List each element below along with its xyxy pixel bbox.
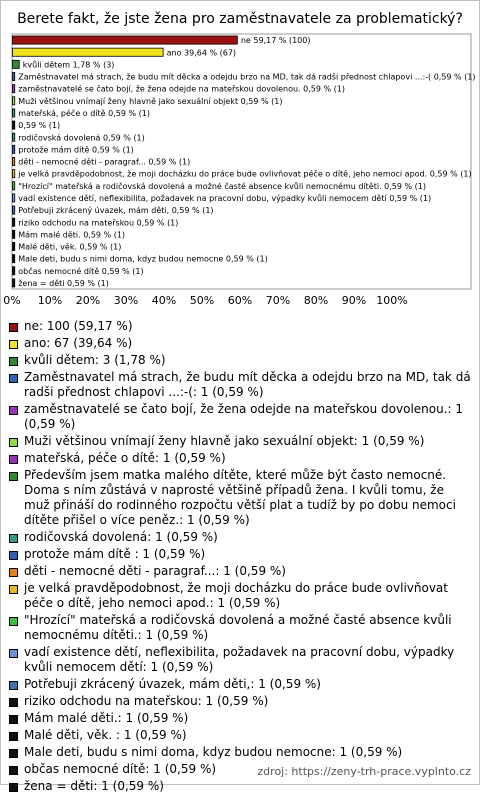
legend-item xyxy=(9,581,471,611)
legend-item xyxy=(9,451,471,466)
legend-swatch xyxy=(9,551,18,560)
legend-swatch xyxy=(9,783,18,792)
legend-label: ne: 100 (59,17 %) xyxy=(24,319,133,333)
legend-item xyxy=(9,694,471,709)
bar-label: Mám malé děti. 0,59 % (1) xyxy=(18,230,126,240)
bar-label: ano 39,64 % (67) xyxy=(166,48,237,58)
bar-label: Malé děti, věk. 0,59 % (1) xyxy=(18,242,122,252)
bar xyxy=(13,255,15,263)
legend-swatch xyxy=(9,585,18,594)
legend-swatch xyxy=(9,323,18,332)
bar-label: rodičovská dovolená 0,59 % (1) xyxy=(18,133,145,143)
bar-label: je velká pravděpodobnost, že moji docházku do práce bude ovlivňovat péče o dítě, jeho nemoci apod. 0,59 % (1) xyxy=(18,169,472,179)
legend-label: je velká pravděpodobnost, že moji docházku do práce bude ovlivňovat péče o dítě, jeho nemoci apod.: 1 (0,59 %) xyxy=(24,581,448,610)
bar-label: "Hrozící" mateřská a rodičovská dovolená a možné časté absence kvůli nemocnému dítěti. 0,59 % (1) xyxy=(18,181,426,191)
bar-label: protože mám dítě 0,59 % (1) xyxy=(18,145,134,155)
legend-item xyxy=(9,353,471,368)
bar xyxy=(13,60,20,68)
legend-item xyxy=(9,613,471,643)
legend-label: Především jsem matka malého dítěte, které může být často nemocné. Doma s ním zůstává v naprosté většině případů žena. I kvůli tomu, že muž přináší do rodinného rozpočtu větší plat a tudíž by po dobu nemoci dítěte přišel o více peněz.: 1 (0,59 %) xyxy=(24,468,456,527)
legend-swatch xyxy=(9,455,18,464)
legend-item xyxy=(9,530,471,545)
legend-swatch xyxy=(9,340,18,349)
legend-swatch xyxy=(9,649,18,658)
legend-item xyxy=(9,319,471,334)
bar-label: děti - nemocné děti - paragraf... 0,59 % (1) xyxy=(18,157,191,167)
x-tick-label: 30% xyxy=(113,294,139,307)
legend-swatch xyxy=(9,534,18,543)
bar-label: občas nemocné dítě 0,59 % (1) xyxy=(18,266,144,276)
bar xyxy=(13,170,15,178)
legend-label: rodičovská dovolená: 1 (0,59 %) xyxy=(24,530,218,544)
bar xyxy=(13,157,15,165)
x-tick-label: 80% xyxy=(303,294,329,307)
bar-label: vadí existence dětí, neflexibilita, požadavek na pracovní dobu, výpadky kvůli nemocem dětí 0,59 % (1) xyxy=(18,194,432,203)
bar-label: zaměstnavatelé se čato bojí, že žena odejde na mateřskou dovolenou. 0,59 % (1) xyxy=(18,84,345,94)
bar xyxy=(13,145,15,153)
legend-item xyxy=(9,745,471,760)
bar xyxy=(13,121,15,129)
legend-item xyxy=(9,336,471,351)
legend-item xyxy=(9,779,471,794)
source-credit: zdroj: https://zeny-trh-prace.vyplnto.cz xyxy=(257,765,471,778)
x-tick-label: 60% xyxy=(227,294,253,307)
legend-swatch xyxy=(9,681,18,690)
bar-label: mateřská, péče o dítě 0,59 % (1) xyxy=(18,109,150,118)
legend-item xyxy=(9,434,471,449)
legend-item xyxy=(9,370,471,400)
legend-item xyxy=(9,677,471,692)
legend-label: Potřebuji zkrácený úvazek, mám děti,: 1 (0,59 %) xyxy=(24,677,321,691)
bar-label: kvůli dětem 1,78 % (3) xyxy=(22,60,115,70)
legend-label: Mám malé děti.: 1 (0,59 %) xyxy=(24,711,189,725)
legend-label: Zaměstnavatel má strach, že budu mít děcka a odejdu brzo na MD, tak dá radši přednost chlapovi ...:-(: 1 (0,59 %) xyxy=(24,370,471,399)
bar-label: ne 59,17 % (100) xyxy=(240,36,311,46)
bar-label: Muži většinou vnímají ženy hlavně jako sexuální objekt 0,59 % (1) xyxy=(18,96,283,106)
legend-item xyxy=(9,711,471,726)
legend-item xyxy=(9,645,471,675)
bar xyxy=(13,218,15,226)
legend-label: zaměstnavatelé se čato bojí, že žena odejde na mateřskou dovolenou.: 1 (0,59 %) xyxy=(24,402,464,431)
legend-label: kvůli dětem: 3 (1,78 %) xyxy=(24,353,166,367)
x-tick-label: 50% xyxy=(189,294,215,307)
x-tick-label: 20% xyxy=(75,294,101,307)
bar-chart xyxy=(1,1,479,313)
legend-label: děti - nemocné děti - paragraf...: 1 (0,59 %) xyxy=(24,564,286,578)
bar xyxy=(13,267,15,275)
legend-swatch xyxy=(9,472,18,481)
bar xyxy=(13,182,15,190)
legend-item xyxy=(9,728,471,743)
bar-label: Zaměstnavatel má strach, že budu mít děcka a odejdu brzo na MD, tak dá radši přednost chlapovi ...:-( 0,59 % (1) xyxy=(18,72,476,82)
legend-label: žena = děti: 1 (0,59 %) xyxy=(24,779,164,793)
legend-swatch xyxy=(9,698,18,707)
bar xyxy=(13,36,238,44)
bar xyxy=(13,72,15,80)
bar xyxy=(13,279,15,287)
bar-label: Potřebuji zkrácený úvazek, mám děti, 0,59 % (1) xyxy=(18,206,214,216)
legend-swatch xyxy=(9,406,18,415)
x-tick-label: 90% xyxy=(341,294,367,307)
legend-label: občas nemocné dítě: 1 (0,59 %) xyxy=(24,762,217,776)
bar xyxy=(13,230,15,238)
legend-swatch xyxy=(9,357,18,366)
bar-label: Male deti, budu s nimi doma, kdyz budou nemocne 0,59 % (1) xyxy=(18,254,268,264)
bar-label: riziko odchodu na mateřskou 0,59 % (1) xyxy=(18,218,179,228)
x-tick-label: 10% xyxy=(37,294,63,307)
bar-label: žena = děti 0,59 % (1) xyxy=(18,279,109,288)
legend-item xyxy=(9,547,471,562)
legend-swatch xyxy=(9,766,18,775)
bar xyxy=(13,194,15,202)
chart-legend xyxy=(9,319,471,796)
legend-label: protože mám dítě : 1 (0,59 %) xyxy=(24,547,206,561)
legend-item xyxy=(9,564,471,579)
legend-label: mateřská, péče o dítě: 1 (0,59 %) xyxy=(24,451,226,465)
bar xyxy=(13,97,15,105)
legend-label: riziko odchodu na mateřskou: 1 (0,59 %) xyxy=(24,694,269,708)
legend-swatch xyxy=(9,374,18,383)
legend-label: Male deti, budu s nimi doma, kdyz budou nemocne: 1 (0,59 %) xyxy=(24,745,403,759)
x-tick-label: 0% xyxy=(3,294,21,307)
legend-swatch xyxy=(9,732,18,741)
legend-swatch xyxy=(9,715,18,724)
legend-label: "Hrozící" mateřská a rodičovská dovolená a možné časté absence kvůli nemocnému dítěti.: 1 (0,59 %) xyxy=(24,613,452,642)
bar-label: 0,59 % (1) xyxy=(18,121,61,131)
legend-label: ano: 67 (39,64 %) xyxy=(24,336,133,350)
bar xyxy=(13,85,15,93)
legend-item xyxy=(9,468,471,528)
legend-swatch xyxy=(9,438,18,447)
legend-swatch xyxy=(9,617,18,626)
x-tick-label: 40% xyxy=(151,294,177,307)
x-tick-label: 70% xyxy=(265,294,291,307)
legend-swatch xyxy=(9,568,18,577)
bar xyxy=(13,133,15,141)
bar xyxy=(13,109,15,117)
legend-label: Malé děti, věk. : 1 (0,59 %) xyxy=(24,728,187,742)
legend-label: vadí existence dětí, neflexibilita, požadavek na pracovní dobu, výpadky kvůli nemocem dětí: 1 (0,59 %) xyxy=(24,645,455,674)
chart-title: Berete fakt, že jste žena pro zaměstnavatele za problematický? xyxy=(17,11,463,27)
bar xyxy=(13,48,164,56)
bar xyxy=(13,242,15,250)
legend-label: Muži většinou vnímají ženy hlavně jako sexuální objekt: 1 (0,59 %) xyxy=(24,434,425,448)
x-tick-label: 100% xyxy=(376,294,408,307)
bar xyxy=(13,206,15,214)
legend-swatch xyxy=(9,749,18,758)
legend-item xyxy=(9,402,471,432)
